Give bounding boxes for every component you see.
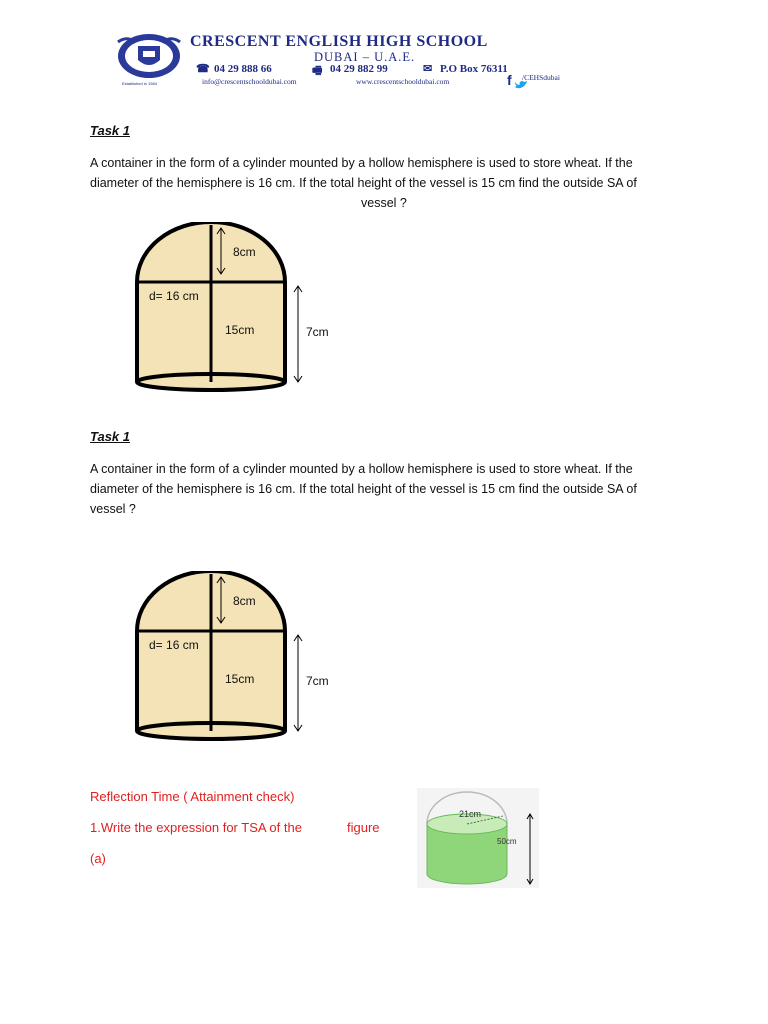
diameter-label: d= 16 cm	[149, 289, 199, 303]
task-line-1: A container in the form of a cylinder mounted by a hollow hemisphere is used to store wheat. If the	[90, 462, 633, 476]
reflection-question-start: 1.Write the expression for TSA of the	[90, 820, 302, 835]
vessel-figure	[125, 571, 345, 749]
task-line-1: A container in the form of a cylinder mounted by a hollow hemisphere is used to store wheat. If the	[90, 156, 633, 170]
top-height-label: 8cm	[233, 594, 256, 608]
reflection-question-end: figure	[347, 820, 380, 835]
vessel-figure	[125, 222, 345, 400]
side-height-label: 7cm	[306, 674, 329, 688]
school-city: DUBAI – U.A.E.	[314, 50, 416, 64]
school-name: CRESCENT ENGLISH HIGH SCHOOL	[190, 33, 488, 50]
website-text: www.crescentschooldubai.com	[356, 77, 450, 86]
reflection-heading: Reflection Time ( Attainment check)	[90, 789, 295, 804]
task-line-2: diameter of the hemisphere is 16 cm. If the total height of the vessel is 15 cm find the outside SA of	[90, 482, 637, 496]
established-text: Established in 1984	[122, 81, 157, 86]
cylinder-height-label: 15cm	[225, 672, 255, 686]
fax-number: 04 29 882 99	[330, 63, 388, 75]
letterhead	[110, 30, 625, 90]
email-text: info@crescentschooldubai.com	[202, 77, 297, 86]
bucket-diameter-label: 21cm	[459, 809, 482, 819]
po-box: P.O Box 76311	[440, 63, 508, 75]
side-height-label: 7cm	[306, 325, 329, 339]
phone-number: 04 29 888 66	[214, 63, 272, 75]
task-title: Task 1	[90, 429, 130, 444]
top-height-label: 8cm	[233, 245, 256, 259]
phone-icon: ☎	[196, 63, 210, 75]
task-line-3: vessel ?	[90, 502, 136, 516]
cylinder-height-label: 15cm	[225, 323, 255, 337]
bucket-height-label: 50cm	[497, 837, 517, 846]
mailbox-icon: ✉	[423, 63, 433, 75]
task-title: Task 1	[90, 123, 130, 138]
fax-icon: 🖷	[312, 65, 323, 77]
school-crest-icon	[116, 32, 182, 80]
task-line-2: diameter of the hemisphere is 16 cm. If the total height of the vessel is 15 cm find the outside SA of	[90, 176, 637, 190]
task-line-3: vessel ?	[361, 196, 407, 210]
contact-row	[196, 63, 636, 77]
diameter-label: d= 16 cm	[149, 638, 199, 652]
reflection-part: (a)	[90, 851, 106, 866]
social-handle: /CEHSdubai	[522, 73, 560, 82]
bucket-figure	[417, 788, 539, 888]
facebook-icon: f	[507, 72, 512, 88]
